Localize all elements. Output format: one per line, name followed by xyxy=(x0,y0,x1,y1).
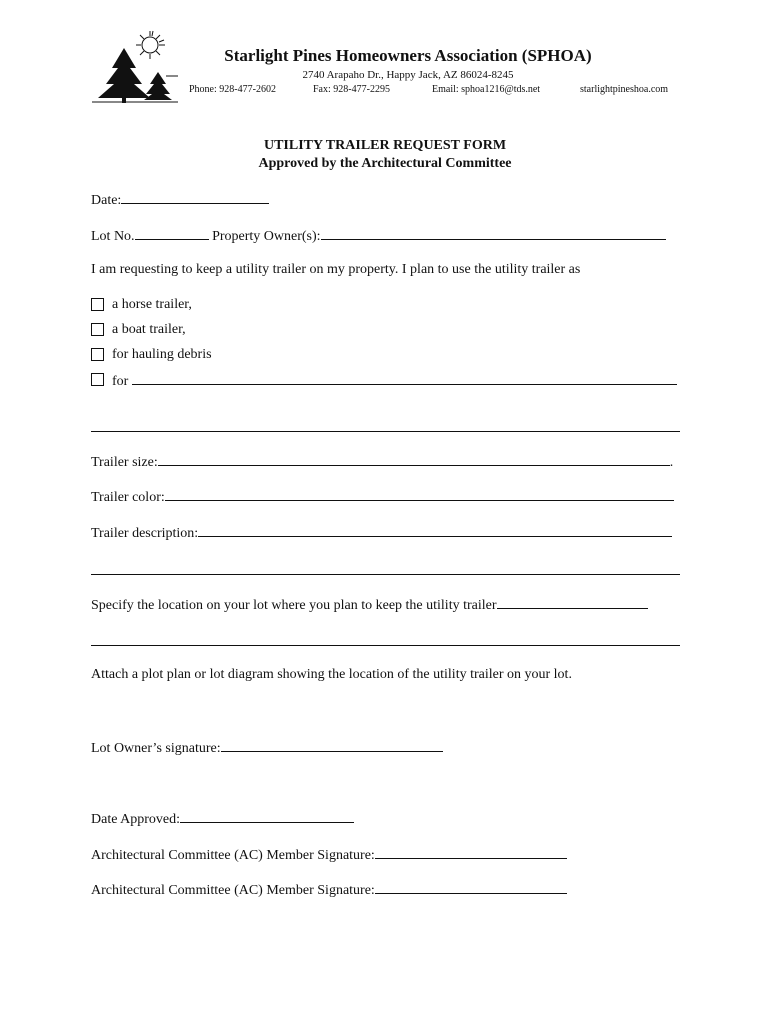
trailer-size-row xyxy=(91,453,673,471)
trailer-color-row xyxy=(91,488,674,506)
org-website: starlightpineshoa.com xyxy=(580,84,669,95)
other-use-row xyxy=(112,372,677,390)
location-label: Specify the location on your lot where you plan to keep the utility trailer xyxy=(91,598,497,613)
trailer-size-label: Trailer size: xyxy=(91,455,158,470)
date-approved-label: Date Approved: xyxy=(91,812,181,827)
trailer-description-row xyxy=(91,524,672,542)
trailer-description-field[interactable] xyxy=(198,524,672,537)
owner-signature-row xyxy=(91,739,443,757)
other-use-field[interactable] xyxy=(132,372,677,385)
other-use-checkbox[interactable] xyxy=(91,373,104,386)
owner-signature-label: Lot Owner’s signature: xyxy=(91,741,221,756)
horse-trailer-checkbox[interactable] xyxy=(91,298,104,311)
boat-trailer-label: a boat trailer, xyxy=(112,322,186,337)
date-approved-field[interactable] xyxy=(180,810,354,823)
ac-signature-1-label: Architectural Committee (AC) Member Signature: xyxy=(91,848,375,863)
lot-owner-row xyxy=(91,227,666,245)
property-owner-field[interactable] xyxy=(321,227,666,240)
ac-signature-2-row xyxy=(91,881,567,899)
attach-plot-plan-text: Attach a plot plan or lot diagram showing the location of the utility trailer on your lot. xyxy=(91,667,572,682)
location-row xyxy=(91,596,648,614)
trailer-color-field[interactable] xyxy=(165,488,674,501)
location-continuation-line[interactable] xyxy=(91,645,680,646)
lot-label: Lot No. xyxy=(91,229,135,244)
lot-number-field[interactable] xyxy=(135,227,209,240)
hauling-debris-label: for hauling debris xyxy=(112,347,212,362)
property-owner-label: Property Owner(s): xyxy=(212,229,321,244)
org-email: Email: sphoa1216@tds.net xyxy=(432,84,541,95)
date-row xyxy=(91,191,269,209)
owner-signature-field[interactable] xyxy=(221,739,443,752)
trailer-color-label: Trailer color: xyxy=(91,490,165,505)
other-use-continuation-line[interactable] xyxy=(91,431,680,432)
pine-trees-sun-logo xyxy=(90,28,180,104)
form-subtitle: Approved by the Architectural Committee xyxy=(258,156,512,171)
date-approved-row xyxy=(91,810,354,828)
trailer-description-continuation-line[interactable] xyxy=(91,574,680,575)
trailer-size-field[interactable] xyxy=(158,453,670,466)
org-name: Starlight Pines Homeowners Association (SPHOA) xyxy=(224,46,592,65)
date-field[interactable] xyxy=(121,191,269,204)
org-fax: Fax: 928-477-2295 xyxy=(313,84,390,95)
location-field[interactable] xyxy=(497,596,648,609)
date-label: Date: xyxy=(91,193,122,208)
other-use-label: for xyxy=(112,374,129,389)
ac-signature-1-field[interactable] xyxy=(375,846,567,859)
ac-signature-2-label: Architectural Committee (AC) Member Signature: xyxy=(91,883,375,898)
org-address: 2740 Arapaho Dr., Happy Jack, AZ 86024-8245 xyxy=(302,69,514,81)
ac-signature-2-field[interactable] xyxy=(375,881,567,894)
boat-trailer-checkbox[interactable] xyxy=(91,323,104,336)
horse-trailer-label: a horse trailer, xyxy=(112,297,192,312)
hauling-debris-checkbox[interactable] xyxy=(91,348,104,361)
trailer-description-label: Trailer description: xyxy=(91,526,199,541)
form-title: UTILITY TRAILER REQUEST FORM xyxy=(263,138,507,153)
request-text: I am requesting to keep a utility trailer on my property. I plan to use the utility trailer as xyxy=(91,262,581,277)
trailer-size-period: . xyxy=(669,455,674,470)
ac-signature-1-row xyxy=(91,846,567,864)
org-phone: Phone: 928-477-2602 xyxy=(189,84,276,95)
